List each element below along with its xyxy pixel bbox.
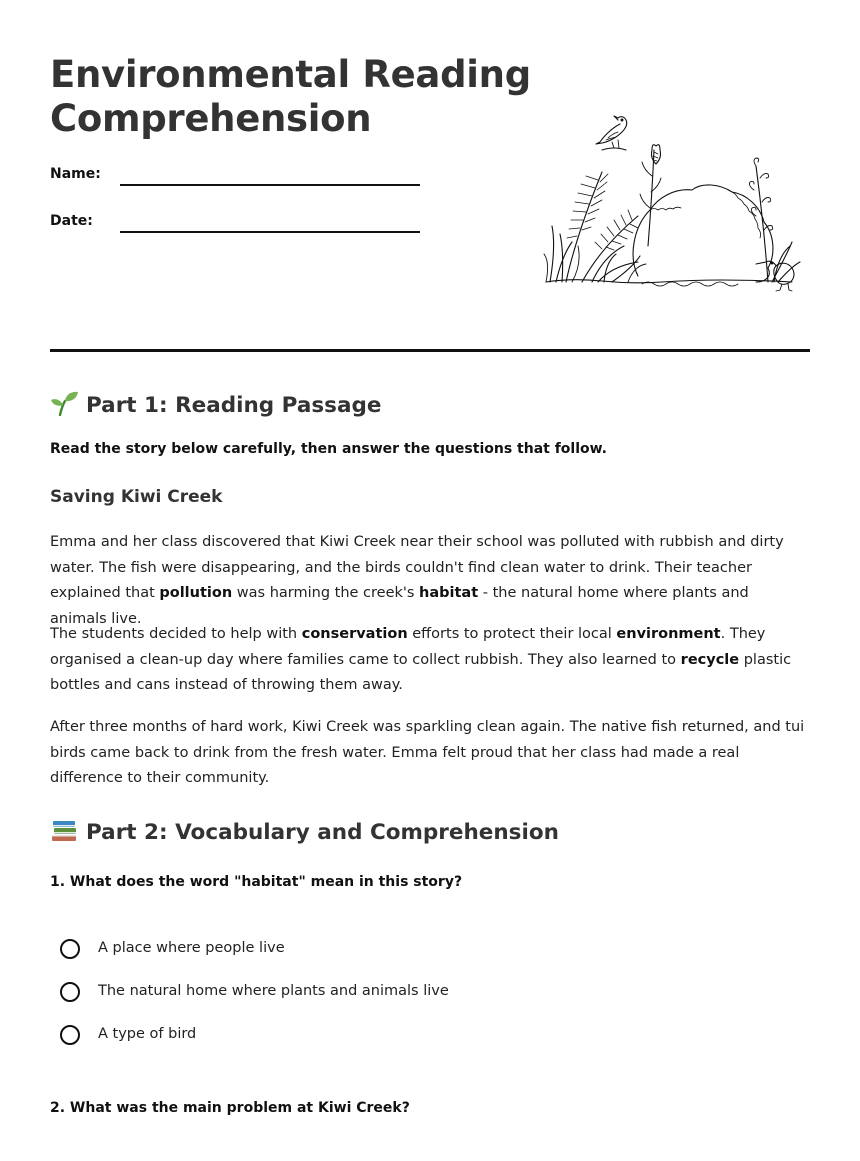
seedling-icon	[50, 390, 80, 416]
q1-option-b[interactable]	[60, 981, 560, 1007]
date-label: Date:	[50, 213, 93, 229]
name-label: Name:	[50, 166, 101, 182]
paragraph-text: efforts to protect their local	[407, 626, 617, 642]
date-field[interactable]	[120, 231, 420, 233]
title-line-2: Comprehension	[50, 97, 372, 140]
paragraph-text: - the natural home where plants and animals live.	[50, 585, 749, 627]
header-divider	[50, 349, 810, 352]
title-line-1: Environmental Reading	[50, 53, 531, 96]
part1-heading-text: Part 1: Reading Passage	[86, 393, 382, 418]
question-2: 2. What was the main problem at Kiwi Creek?	[50, 1100, 410, 1116]
radio-button[interactable]	[60, 1025, 80, 1045]
name-field[interactable]	[120, 184, 420, 186]
keyword-conservation: conservation	[301, 626, 408, 642]
story-paragraph-1	[50, 530, 810, 632]
date-field-row	[50, 213, 430, 243]
question-1: 1. What does the word "habitat" mean in this story?	[50, 874, 463, 890]
q1-option-c[interactable]	[60, 1024, 560, 1050]
q1-option-c-label: A type of bird	[98, 1026, 197, 1042]
keyword-recycle: recycle	[680, 651, 740, 668]
part1-heading	[50, 390, 381, 420]
page-title	[50, 53, 550, 141]
part2-heading	[50, 817, 559, 847]
paragraph-text: Emma and her class discovered that Kiwi Creek near their school was polluted with rubbish and dirty water. The fish were disappearing, and the birds couldn't find clean water to drink. Their teacher explained that	[50, 534, 784, 601]
keyword-environment: environment	[616, 626, 721, 642]
nature-illustration	[542, 106, 804, 296]
books-icon	[50, 817, 80, 843]
paragraph-text: plastic bottles and cans instead of throwing them away.	[50, 651, 792, 693]
name-field-row	[50, 166, 430, 196]
q1-option-b-label: The natural home where plants and animals live	[98, 983, 449, 999]
keyword-habitat: habitat	[419, 585, 479, 601]
q1-option-a[interactable]	[60, 938, 560, 964]
keyword-pollution: pollution	[159, 585, 233, 601]
radio-button[interactable]	[60, 982, 80, 1002]
story-paragraph-2	[50, 622, 810, 699]
part2-heading-text: Part 2: Vocabulary and Comprehension	[86, 820, 559, 845]
paragraph-text: . They organised a clean-up day where families came to collect rubbish. They also learned to	[50, 626, 766, 668]
story-paragraph-3: After three months of hard work, Kiwi Creek was sparkling clean again. The native fish returned, and tui birds came back to drink from the fresh water. Emma felt proud that her class had made a real difference to their community.	[50, 719, 805, 786]
paragraph-text: was harming the creek's	[232, 585, 420, 601]
paragraph-text: The students decided to help with	[50, 626, 302, 642]
story-title: Saving Kiwi Creek	[50, 487, 223, 507]
q1-option-a-label: A place where people live	[98, 940, 285, 956]
radio-button[interactable]	[60, 939, 80, 959]
reading-instruction: Read the story below carefully, then answer the questions that follow.	[50, 441, 607, 457]
